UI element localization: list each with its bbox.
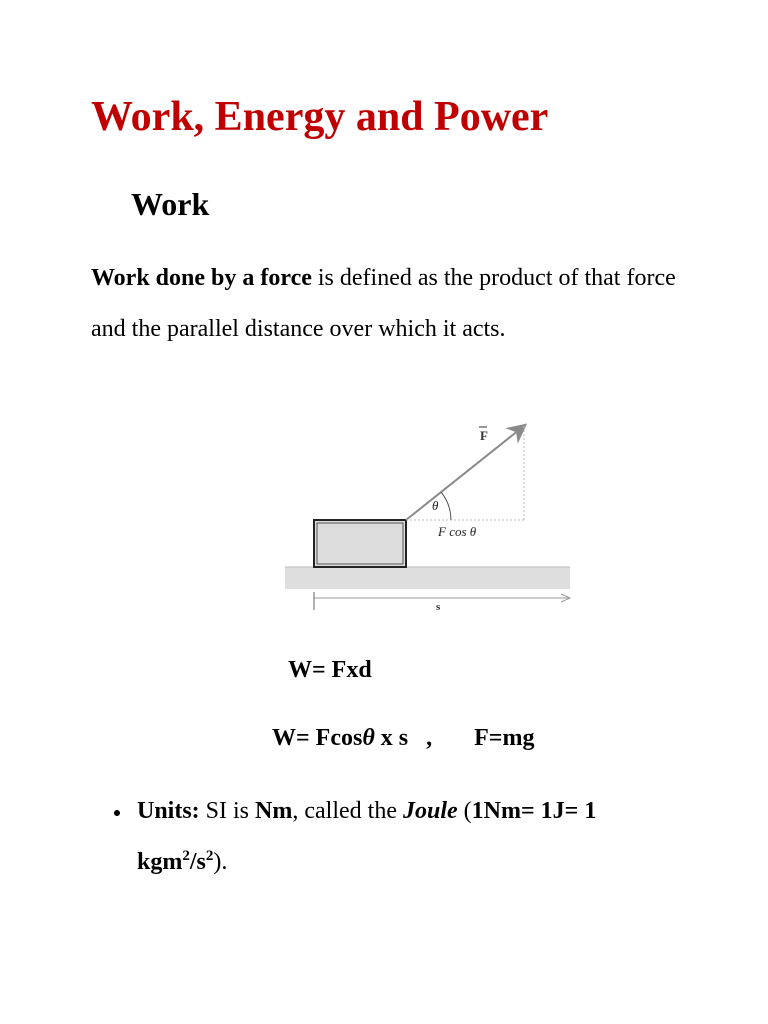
angle-arc [441,492,451,520]
equation-work-cos [272,725,534,752]
section-heading-work: Work [131,186,210,222]
bullet-icon [114,810,120,816]
definition-term: Work done by a force [91,265,312,291]
units-joule: Joule [402,798,458,824]
units-list [106,786,686,888]
units-sup-1: 2 [182,848,190,864]
block [314,520,406,567]
work-diagram [280,412,580,622]
force-label: F [480,428,488,443]
units-sup-2: 2 [205,848,214,864]
eq2-mid: x s , [374,725,475,751]
units-equivalence: 1Nm= 1J= 1 kgm [137,798,597,875]
units-nm: Nm [255,798,293,824]
component-label: F cos θ [438,524,477,539]
angle-label: θ [432,498,439,513]
units-text-2: , called the [292,798,403,824]
force-arrow [406,426,524,520]
units-slash: /s [189,849,206,875]
distance-label: s [436,601,441,613]
eq2-left: W= Fcos [272,725,363,751]
units-label: Units: [137,798,200,824]
definition-text: is defined as the product of that force and the parallel distance over which it acts. [91,265,676,342]
equation-work: W= Fxd [288,657,372,683]
eq2-right: F=mg [474,725,535,751]
units-close: ). [213,849,228,875]
page-title: Work, Energy and Power [91,94,549,140]
eq2-theta: θ [362,725,375,751]
units-item [106,786,686,888]
units-text-1: SI is [199,798,256,824]
units-text-3: ( [457,798,472,824]
definition-paragraph [91,253,691,355]
ground-surface [285,567,570,589]
